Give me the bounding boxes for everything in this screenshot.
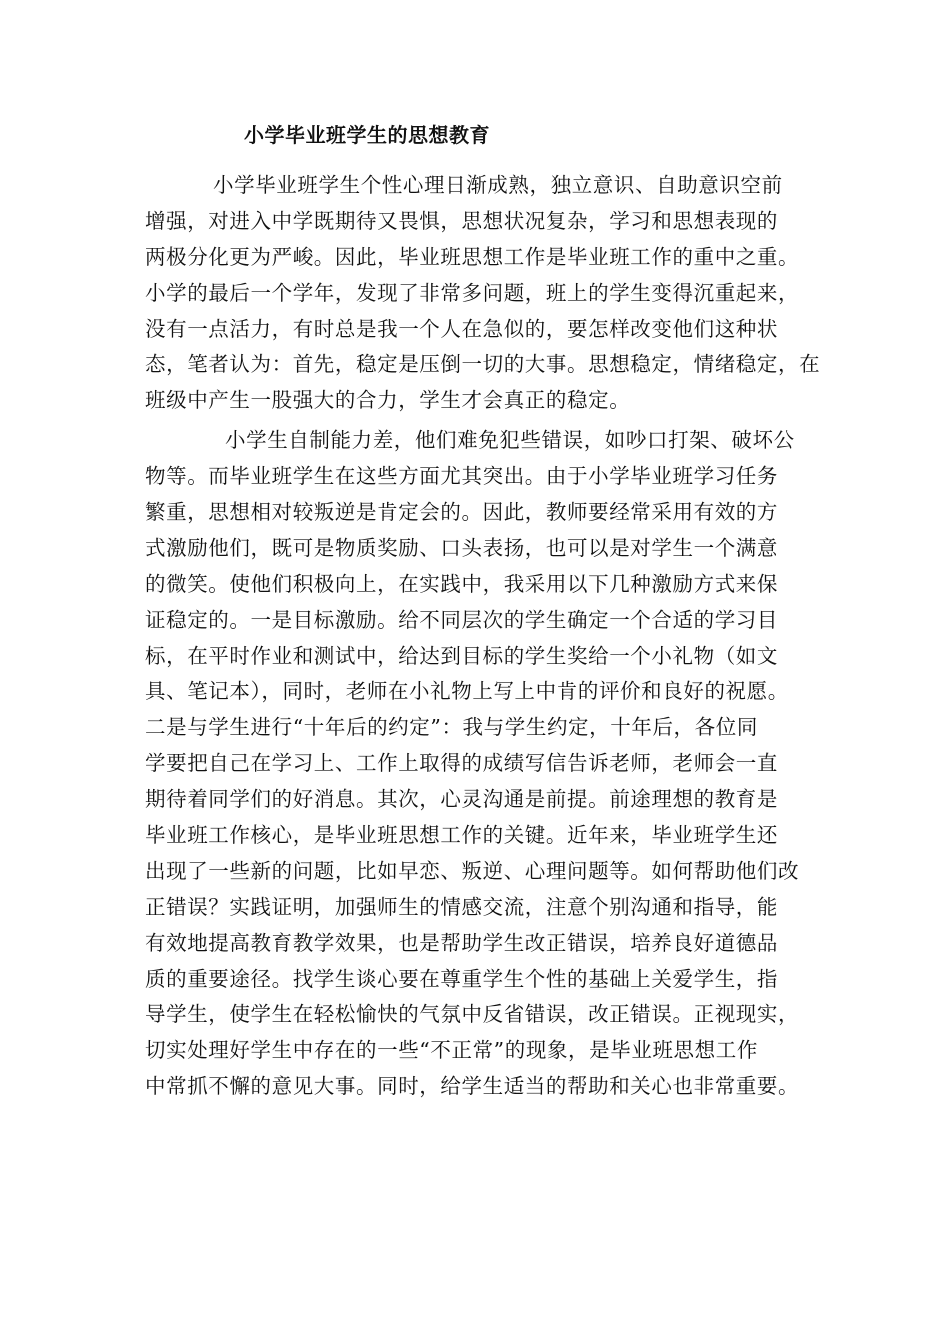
- paragraph-2-line: 标，在平时作业和测试中，给达到目标的学生奖给一个小礼物（如文: [145, 643, 778, 668]
- paragraph-1-line: 班级中产生一股强大的合力，学生才会真正的稳定。: [145, 388, 631, 413]
- paragraph-2-line: 式激励他们，既可是物质奖励、口头表扬，也可以是对学生一个满意: [145, 535, 778, 560]
- paragraph-2-line: 期待着同学们的好消息。其次，心灵沟通是前提。前途理想的教育是: [145, 787, 778, 812]
- paragraph-2-line: 中常抓不懈的意见大事。同时，给学生适当的帮助和关心也非常重要。: [145, 1074, 800, 1099]
- paragraph-1-line: 小学毕业班学生个性心理日渐成熟，独立意识、自助意识空前: [213, 173, 783, 197]
- paragraph-2-line: 繁重，思想相对较叛逆是肯定会的。因此，教师要经常采用有效的方: [145, 500, 778, 525]
- document-title: 小学毕业班学生的思想教育: [244, 123, 490, 147]
- paragraph-2-line: 证稳定的。一是目标激励。给不同层次的学生确定一个合适的学习目: [145, 607, 778, 632]
- paragraph-2-line: 切实处理好学生中存在的一些“不正常”的现象，是毕业班思想工作: [145, 1038, 758, 1063]
- paragraph-2-line: 正错误？实践证明，加强师生的情感交流，注意个别沟通和指导，能: [145, 894, 778, 919]
- paragraph-2-line: 有效地提高教育教学效果，也是帮助学生改正错误，培养良好道德品: [145, 930, 778, 955]
- paragraph-2-line: 小学生自制能力差，他们难免犯些错误，如吵口打架、破坏公: [225, 428, 795, 453]
- paragraph-1-line: 态，笔者认为：首先，稳定是压倒一切的大事。思想稳定，情绪稳定，在: [145, 352, 821, 377]
- paragraph-1-line: 增强，对进入中学既期待又畏惧，思想状况复杂，学习和思想表现的: [145, 208, 778, 233]
- paragraph-2-line: 质的重要途径。找学生谈心要在尊重学生个性的基础上关爱学生，指: [145, 966, 778, 991]
- paragraph-2-line: 具、笔记本），同时，老师在小礼物上写上中肯的评价和良好的祝愿。: [145, 679, 789, 704]
- paragraph-2-line: 学要把自己在学习上、工作上取得的成绩写信告诉老师，老师会一直: [145, 751, 778, 776]
- paragraph-2-line: 物等。而毕业班学生在这些方面尤其突出。由于小学毕业班学习任务: [145, 464, 778, 489]
- paragraph-2-line: 导学生，使学生在轻松愉快的气氛中反省错误，改正错误。正视现实，: [145, 1002, 800, 1027]
- paragraph-2-line: 的微笑。使他们积极向上，在实践中，我采用以下几种激励方式来保: [145, 571, 778, 596]
- paragraph-1-line: 小学的最后一个学年，发现了非常多问题，班上的学生变得沉重起来，: [145, 280, 800, 305]
- paragraph-2-line: 二是与学生进行“十年后的约定”：我与学生约定，十年后，各位同: [145, 715, 758, 740]
- paragraph-1-line: 两极分化更为严峻。因此，毕业班思想工作是毕业班工作的重中之重。: [145, 244, 800, 269]
- paragraph-1-line: 没有一点活力，有时总是我一个人在急似的，要怎样改变他们这种状: [145, 316, 778, 341]
- document-body: [145, 168, 825, 1105]
- paragraph-2-line: 出现了一些新的问题，比如早恋、叛逆、心理问题等。如何帮助他们改: [145, 858, 800, 883]
- paragraph-2-line: 毕业班工作核心，是毕业班思想工作的关键。近年来，毕业班学生还: [145, 823, 778, 848]
